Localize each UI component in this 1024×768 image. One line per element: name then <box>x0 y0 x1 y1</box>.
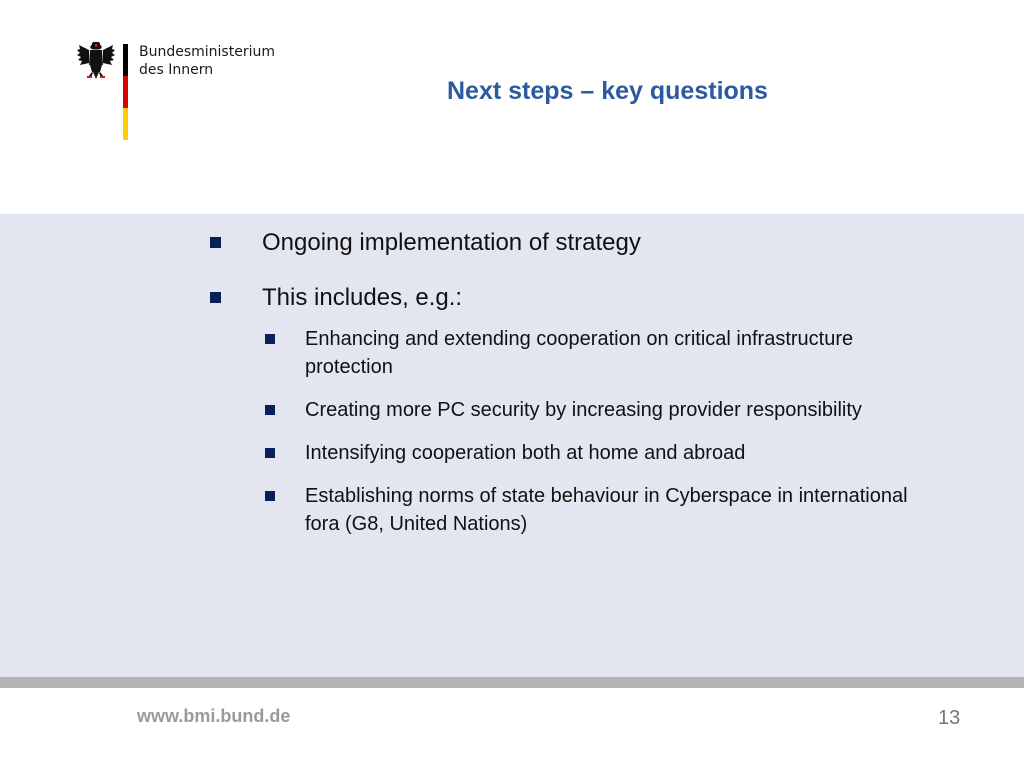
bullet-text: Ongoing implementation of strategy <box>262 229 641 256</box>
square-bullet-icon <box>265 334 275 344</box>
square-bullet-icon <box>210 292 221 303</box>
flag-stripe-black <box>123 44 128 76</box>
sub-bullet-item <box>265 439 990 467</box>
flag-bar <box>123 44 128 140</box>
federal-eagle-icon <box>76 40 116 82</box>
sub-bullet-text: Creating more PC security by increasing provider responsibility <box>305 399 862 421</box>
ministry-name <box>139 43 275 79</box>
slide-title: Next steps – key questions <box>447 77 768 105</box>
ministry-name-line1: Bundesministerium <box>139 44 275 60</box>
bullet-list <box>210 228 990 553</box>
flag-stripe-red <box>123 76 128 108</box>
footer-bar <box>0 677 1024 688</box>
bullet-item <box>210 283 990 313</box>
ministry-logo <box>76 40 296 142</box>
bullet-item <box>210 228 990 258</box>
sub-bullet-item <box>265 396 990 424</box>
flag-stripe-gold <box>123 108 128 140</box>
sub-bullet-text: Enhancing and extending cooperation on critical infrastructure protection <box>305 328 854 378</box>
ministry-name-line2: des Innern <box>139 62 214 78</box>
sub-bullet-item <box>265 325 990 381</box>
square-bullet-icon <box>265 448 275 458</box>
sub-bullet-item <box>265 482 990 538</box>
sub-bullet-text: Intensifying cooperation both at home and abroad <box>305 442 746 464</box>
sub-bullet-text: Establishing norms of state behaviour in Cyberspace in international fora (G8, United Nations) <box>305 485 908 535</box>
page-number: 13 <box>938 707 961 729</box>
footer-url[interactable]: www.bmi.bund.de <box>137 706 291 726</box>
square-bullet-icon <box>265 491 275 501</box>
bullet-text: This includes, e.g.: <box>262 284 463 311</box>
square-bullet-icon <box>265 405 275 415</box>
square-bullet-icon <box>210 237 221 248</box>
